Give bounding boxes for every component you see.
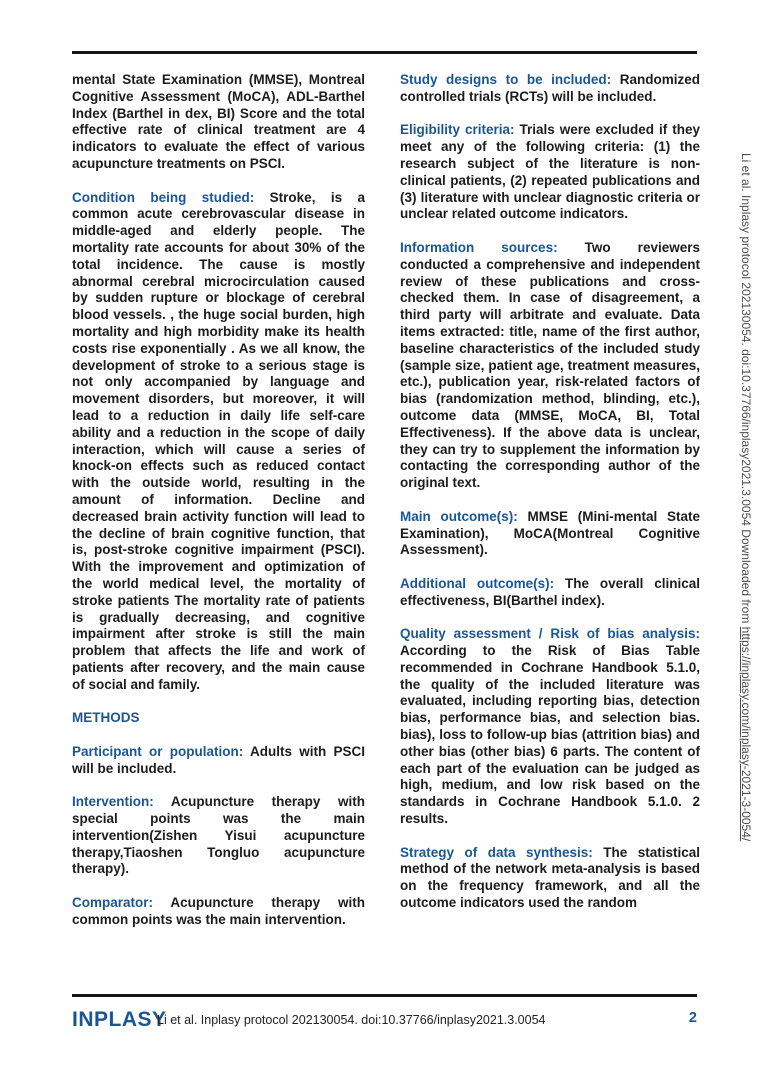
article-body (72, 72, 700, 990)
download-stamp (738, 153, 754, 841)
paragraph-eligibility-criteria (400, 122, 700, 223)
paragraph-continued-outcomes (72, 72, 365, 173)
section-label: Additional outcome(s): (400, 575, 555, 591)
paragraph-intervention (72, 794, 365, 878)
paragraph-additional-outcomes (400, 576, 700, 610)
paragraph-text: The overall clinical effectiveness, BI(Barthel index). (400, 575, 700, 608)
section-label: Eligibility criteria: (400, 122, 515, 138)
paragraph-participant-or-population (72, 744, 365, 778)
paragraph-text: MMSE (Mini-mental State Examination), MoCA(Montreal Cognitive Assessment). (400, 508, 700, 558)
section-label: Quality assessment / Risk of bias analysis: (400, 626, 700, 642)
section-label: Participant or population: (72, 743, 244, 759)
paragraph-quality-assessment (400, 626, 700, 828)
download-stamp-link[interactable]: https://inplasy.com/inplasy-2021-3-0054/ (739, 626, 753, 842)
paragraph-strategy-of-data-synthesis (400, 845, 700, 912)
paragraph-text: Acupuncture therapy with common points was the main intervention. (72, 895, 366, 927)
paragraph-study-designs (400, 72, 700, 106)
top-rule (72, 51, 697, 54)
left-column (72, 72, 365, 990)
section-label: Study designs to be included: (400, 72, 612, 87)
methods-heading: METHODS (72, 710, 140, 726)
section-label: Main outcome(s): (400, 508, 518, 524)
section-label: Intervention: (72, 794, 154, 810)
section-label: Strategy of data synthesis: (400, 844, 593, 860)
paragraph-text: Randomized controlled trials (RCTs) will be included. (400, 72, 700, 104)
section-label: Comparator: (72, 895, 154, 911)
paragraph-text: Two reviewers conducted a comprehensive and independent review of these publications and cross-checked them. In case of disagreement, a third party will arbitrate and evaluate. Data items extracted: title, name of the first author, baseline characteristics of the included study (sample size, patient age, treatment measures, etc.), publication year, risk-related factors of bias (randomization method, blinding, etc.), outcome data (MMSE, MoCA, BI, Total Effectiveness). If the above data is unclear, they can try to supplement the information by contacting the corresponding author of the original text. (400, 239, 700, 491)
right-column (400, 72, 700, 990)
section-label: Information sources: (400, 239, 558, 255)
paragraph-text: Adults with PSCI will be included. (72, 743, 365, 776)
paragraph-text: Stroke, is a common acute cerebrovascular disease in middle-aged and elderly people. The mortality rate accounts for about 30% of the total incidence. The cause is mostly abnormal cerebral microcirculation caused by sudden rupture or blockage of cerebral blood vessels. , the huge social burden, high mortality and high morbidity make its health costs rise exponentially . As we all know, the development of stroke to a serious stage is not only accompanied by language and movement disorders, but moreover, it will lead to a reduction in daily life self-care ability and a reduction in the scope of daily interaction, which will cause a series of knock-on effects such as reduced contact with the outside world, resulting in the amount of information. Decline and decreased brain activity function will lead to the decline of brain cognitive function, that is, post-stroke cognitive impairment (PSCI). With the improvement and optimization of the world medical level, the mortality of stroke patients The mortality rate of patients is gradually decreasing, and cognitive impairment after stroke is still the main problem that affects the life and work of patients after recovery, and the main cause of social and family. (72, 189, 365, 692)
inplasy-logo: INPLASY (72, 1008, 167, 1031)
page-number: 2 (688, 1010, 697, 1026)
paragraph-comparator (72, 895, 365, 929)
paragraph-text: Trials were excluded if they meet any of the following criteria: (1) the research subject of the literature is non-clinical patients, (2) repeated publications and (3) literature with unclear diagnostic criteria or unclear related outcome indicators. (400, 122, 700, 222)
paragraph-condition-being-studied (72, 190, 365, 694)
section-label: Condition being studied: (72, 189, 255, 205)
paragraph-text: Acupuncture therapy with special points was the main intervention(Zishen Yisui acupuncture therapy,Tiaoshen Tongluo acupuncture therapy). (72, 794, 366, 877)
paragraph-information-sources (400, 240, 700, 492)
paragraph-text: According to the Risk of Bias Table recommended in Cochrane Handbook 5.1.0, the quality of the included literature was evaluated, including reporting bias, detection bias, performance bias, and selection bias. bias), loss to follow-up bias (attrition bias) and other bias (other bias) 6 parts. The content of each part of the evaluation can be judged as high, medium, and low risk based on the standards in Cochrane Handbook 5.1.0. 2 results. (400, 643, 700, 827)
download-stamp-text: Li et al. Inplasy protocol 202130054. doi:10.37766/inplasy2021.3.0054 Downloaded from (739, 153, 753, 627)
paragraph-text: The statistical method of the network meta-analysis is based on the frequency framework, and all the outcome indicators used the random (400, 844, 700, 911)
footer-citation: Li et al. Inplasy protocol 202130054. doi:10.37766/inplasy2021.3.0054 (157, 1013, 546, 1027)
bottom-rule (72, 994, 697, 997)
paragraph-text: mental State Examination (MMSE), Montreal Cognitive Assessment (MoCA), ADL-Barthel Index (Barthel in dex, BI) Score and the total effective rate of clinical treatment are 4 indicators to evaluate the effect of various acupuncture treatments on PSCI. (72, 72, 365, 171)
paragraph-main-outcomes (400, 509, 700, 559)
